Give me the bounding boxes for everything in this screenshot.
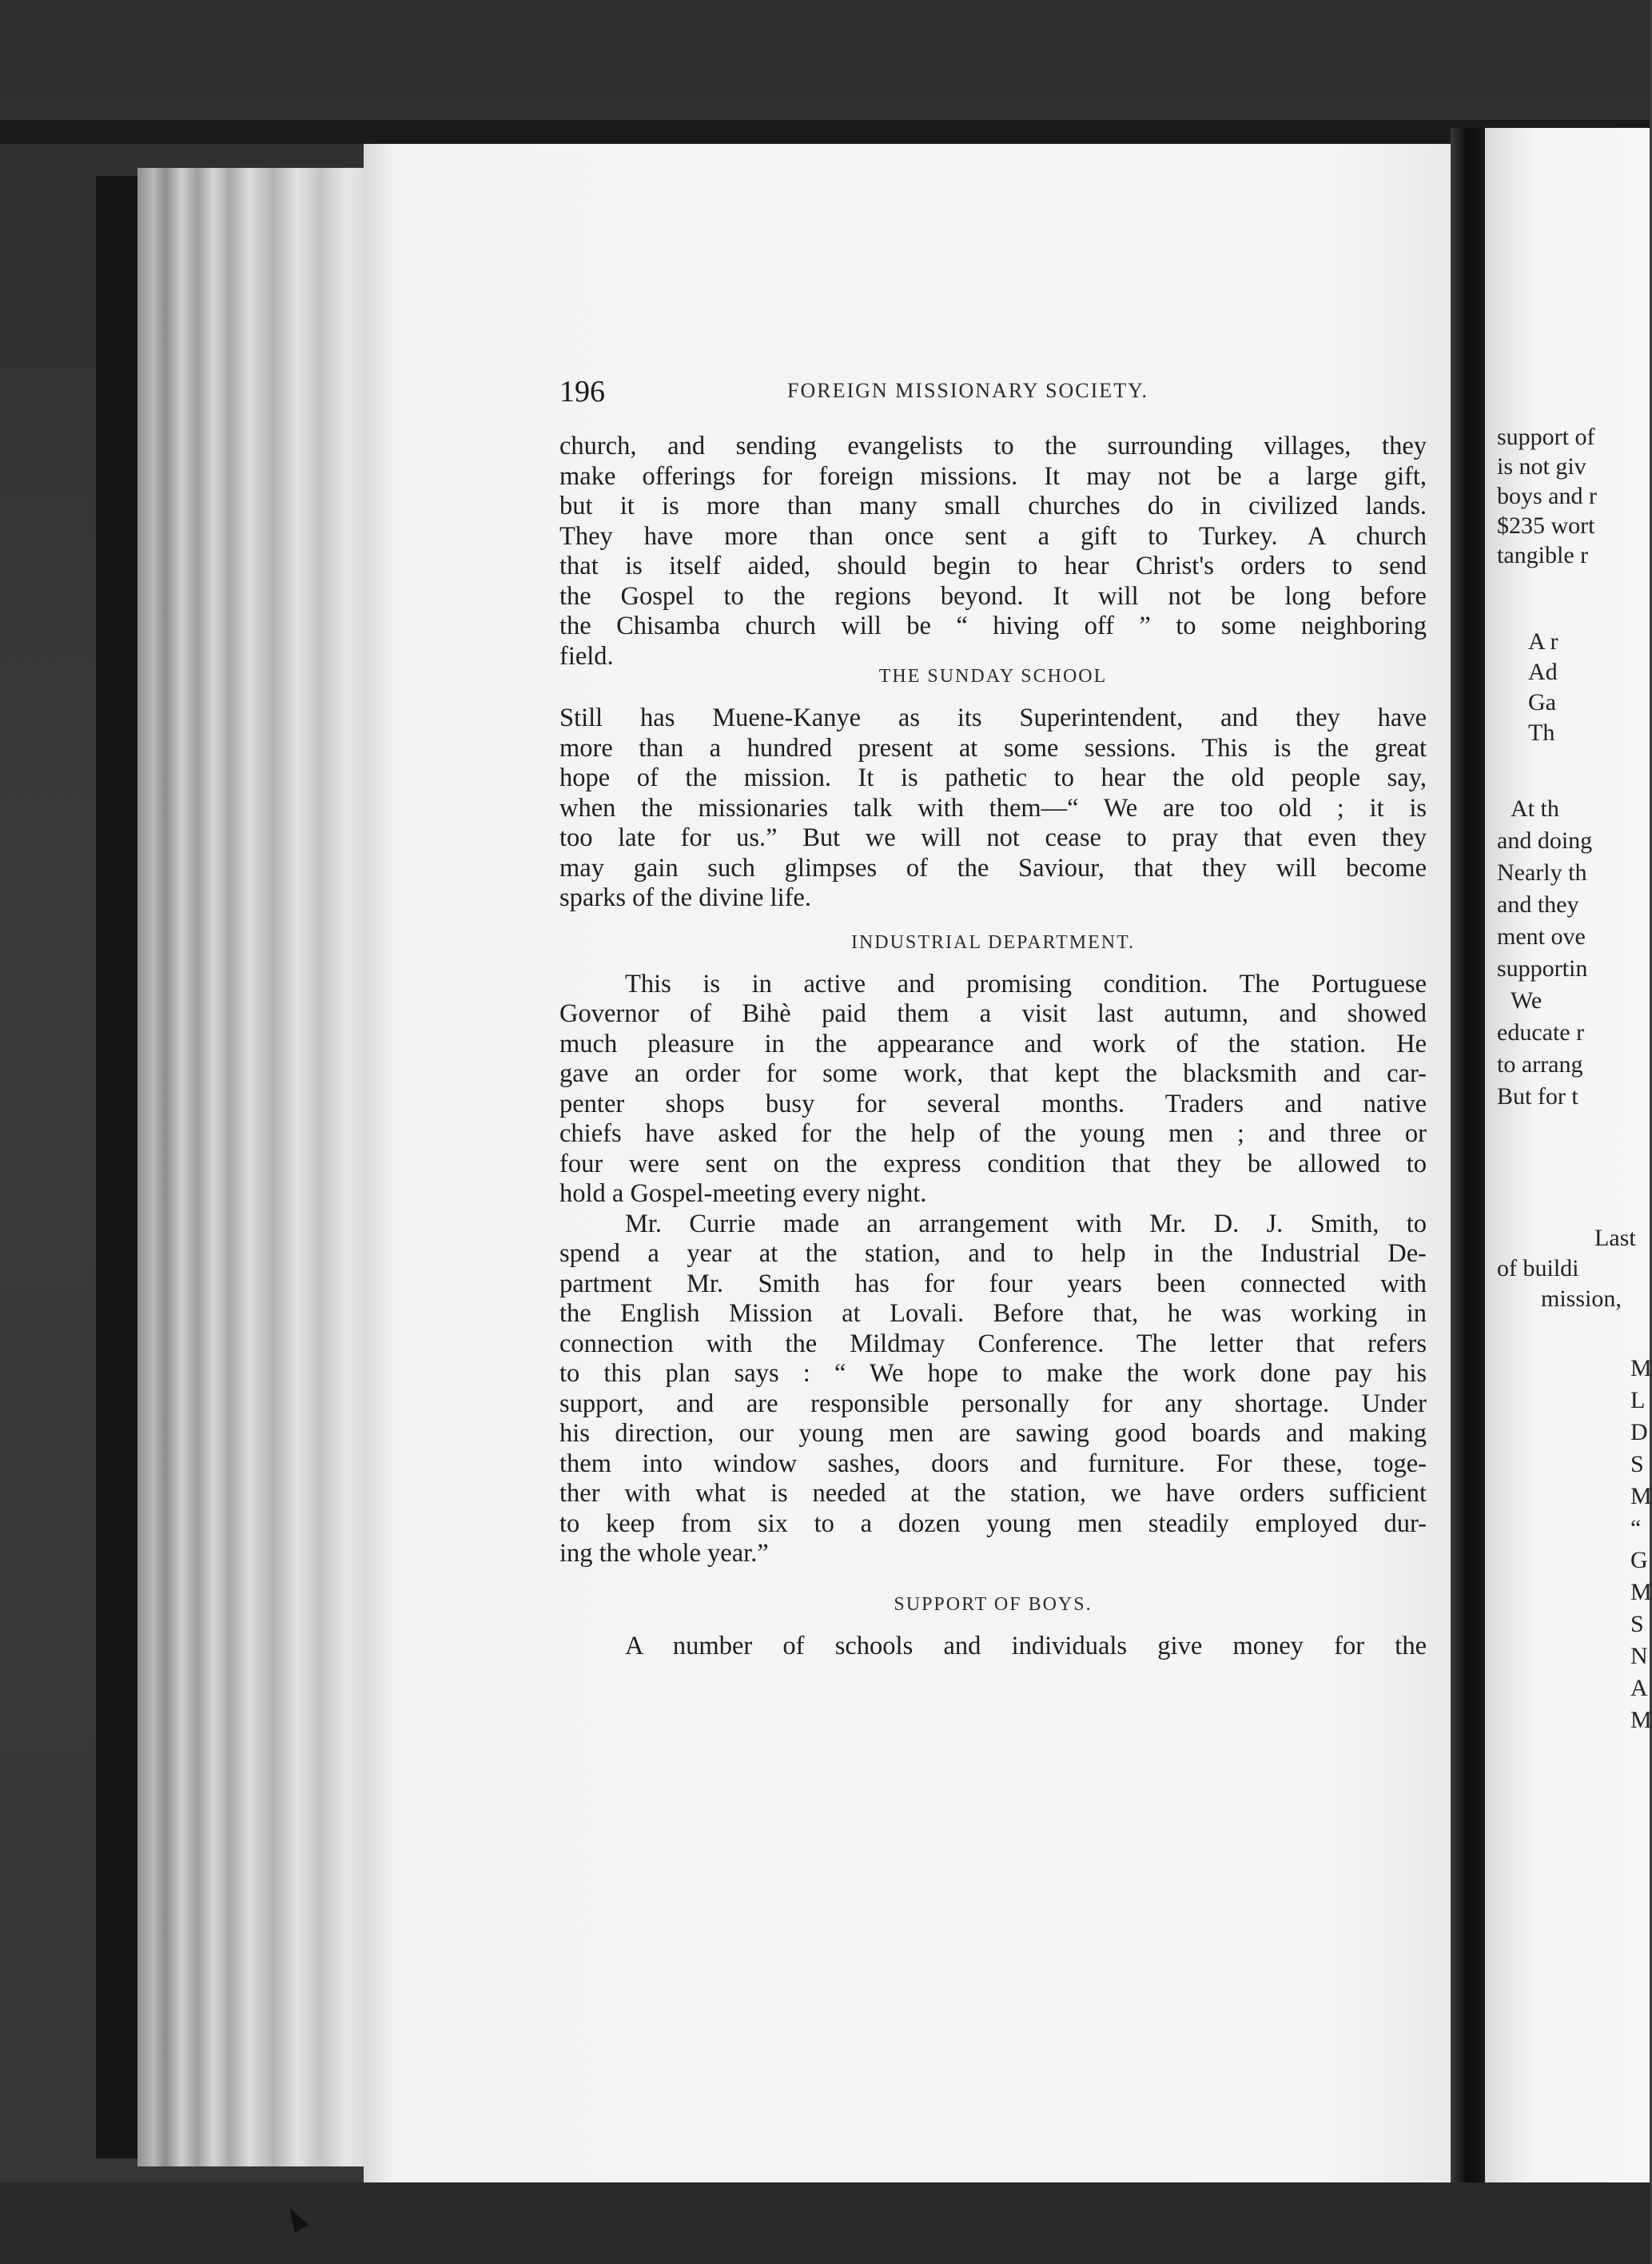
text-line: the Gospel to the regions beyond. It will not be long before xyxy=(559,581,1427,611)
text-line: four were sent on the express condition that they be allowed to xyxy=(559,1149,1427,1178)
text-line: They have more than once sent a gift to Turkey. A church xyxy=(559,521,1427,551)
right-text-line: ment ove xyxy=(1497,923,1586,950)
running-title: FOREIGN MISSIONARY SOCIETY. xyxy=(787,379,1148,402)
text-line: much pleasure in the appearance and work of the station. He xyxy=(559,1029,1427,1058)
text-line: church, and sending evangelists to the surrounding villages, they xyxy=(559,432,1427,460)
text-line: hope of the mission. It is pathetic to hear the old people say, xyxy=(559,763,1427,792)
right-text-line: M xyxy=(1630,1355,1652,1381)
scan-top-edge xyxy=(0,120,1650,144)
right-text-line: “ xyxy=(1630,1515,1642,1541)
text-line: chiefs have asked for the help of the young men ; and three or xyxy=(559,1119,1427,1148)
paragraph-church xyxy=(559,432,1427,672)
section-heading-industrial: INDUSTRIAL DEPARTMENT. xyxy=(850,931,1135,953)
text-line: them into window sashes, doors and furniture. For these, toge- xyxy=(559,1449,1427,1478)
text-line: the Chisamba church will be “ hiving off ” to some neighboring xyxy=(559,612,1427,640)
right-text-line: Ga xyxy=(1528,689,1556,715)
right-text-line: N xyxy=(1630,1643,1648,1669)
right-text-line: is not giv xyxy=(1497,453,1586,480)
right-text-line: At th xyxy=(1511,795,1559,822)
text-line: ther with what is needed at the station, we have orders sufficient xyxy=(559,1479,1427,1508)
text-line: Governor of Bihè paid them a visit last autumn, and showed xyxy=(559,999,1427,1028)
right-text-line: D xyxy=(1630,1419,1648,1445)
text-line: spend a year at the station, and to help in the Industrial De- xyxy=(559,1239,1427,1268)
text-line: sparks of the divine life. xyxy=(559,883,811,912)
text-line: connection with the Mildmay Conference. The letter that refers xyxy=(559,1329,1427,1358)
text-line: gave an order for some work, that kept the blacksmith and car- xyxy=(559,1059,1427,1088)
text-line: ing the whole year.” xyxy=(559,1539,769,1568)
right-text-line: M xyxy=(1630,1579,1652,1605)
page-number: 196 xyxy=(559,375,605,409)
right-text-line: A r xyxy=(1528,628,1558,655)
right-text-line: S xyxy=(1630,1611,1644,1637)
page-body xyxy=(559,432,1427,1661)
text-line: Still has Muene-Kanye as its Superintendent, and they have xyxy=(559,704,1427,732)
paragraph-industrial xyxy=(559,970,1427,1210)
right-text-line: Last xyxy=(1594,1225,1636,1251)
right-text-line: Ad xyxy=(1528,659,1558,685)
book-spine-shadow xyxy=(96,176,144,2158)
right-text-line: mission, xyxy=(1541,1285,1622,1312)
text-line: penter shops busy for several months. Traders and native xyxy=(559,1089,1427,1118)
text-line: his direction, our young men are sawing good boards and making xyxy=(559,1419,1427,1448)
scan-bottom-edge xyxy=(0,2182,1650,2264)
right-text-line: and doing xyxy=(1497,827,1593,854)
book-page-edges xyxy=(137,168,377,2166)
right-text-line: But for t xyxy=(1497,1083,1578,1110)
right-text-line: support of xyxy=(1497,424,1595,450)
right-text-line: L xyxy=(1630,1387,1646,1413)
text-line: the English Mission at Lovali. Before that, he was working in xyxy=(559,1299,1427,1328)
paragraph-support xyxy=(559,1632,1427,1662)
right-text-line: to arrang xyxy=(1497,1051,1583,1078)
text-line: Mr. Currie made an arrangement with Mr. D. J. Smith, to xyxy=(625,1209,1427,1238)
right-text-line: A xyxy=(1630,1675,1648,1701)
text-line: make offerings for foreign missions. It may not be a large gift, xyxy=(559,461,1427,491)
text-line: too late for us.” But we will not cease to pray that even they xyxy=(559,823,1427,852)
text-line: hold a Gospel-meeting every night. xyxy=(559,1179,927,1208)
text-line: to this plan says : “ We hope to make the work done pay his xyxy=(559,1359,1427,1388)
right-text-line: M xyxy=(1630,1483,1652,1509)
right-text-line: Nearly th xyxy=(1497,859,1587,886)
text-line: may gain such glimpses of the Saviour, that they will become xyxy=(559,853,1427,883)
paragraph-currie-smith xyxy=(559,1210,1427,1569)
section-heading-sunday-school: THE SUNDAY SCHOOL xyxy=(878,666,1108,687)
text-line: more than a hundred present at some sessions. This is the great xyxy=(559,733,1427,763)
right-text-line: of buildi xyxy=(1497,1255,1579,1281)
right-text-line: M xyxy=(1630,1707,1652,1733)
paragraph-sunday-school xyxy=(559,704,1427,914)
right-text-line: tangible r xyxy=(1497,542,1589,568)
text-line: field. xyxy=(559,641,614,671)
text-line: A number of schools and individuals give money for the xyxy=(625,1631,1427,1660)
section-heading-support: SUPPORT OF BOYS. xyxy=(894,1593,1093,1615)
text-line: that is itself aided, should begin to hear Christ's orders to send xyxy=(559,552,1427,580)
text-line: support, and are responsible personally for any shortage. Under xyxy=(559,1389,1427,1418)
right-text-line: educate r xyxy=(1497,1019,1585,1046)
right-text-line: supportin xyxy=(1497,955,1588,982)
text-line: partment Mr. Smith has for four years been connected with xyxy=(559,1269,1427,1298)
text-line: but it is more than many small churches do in civilized lands. xyxy=(559,492,1427,520)
right-text-line: and they xyxy=(1497,891,1579,918)
right-text-line: $235 wort xyxy=(1497,512,1595,539)
right-text-line: S xyxy=(1630,1451,1644,1477)
text-line: when the missionaries talk with them—“ We are too old ; it is xyxy=(559,793,1427,823)
right-text-line: We xyxy=(1511,987,1543,1014)
right-text-line: boys and r xyxy=(1497,483,1597,509)
right-text-line: G xyxy=(1630,1547,1648,1573)
right-text-line: Th xyxy=(1528,719,1555,746)
text-line: This is in active and promising condition. The Portuguese xyxy=(625,969,1427,998)
text-line: to keep from six to a dozen young men steadily employed dur- xyxy=(559,1509,1427,1538)
